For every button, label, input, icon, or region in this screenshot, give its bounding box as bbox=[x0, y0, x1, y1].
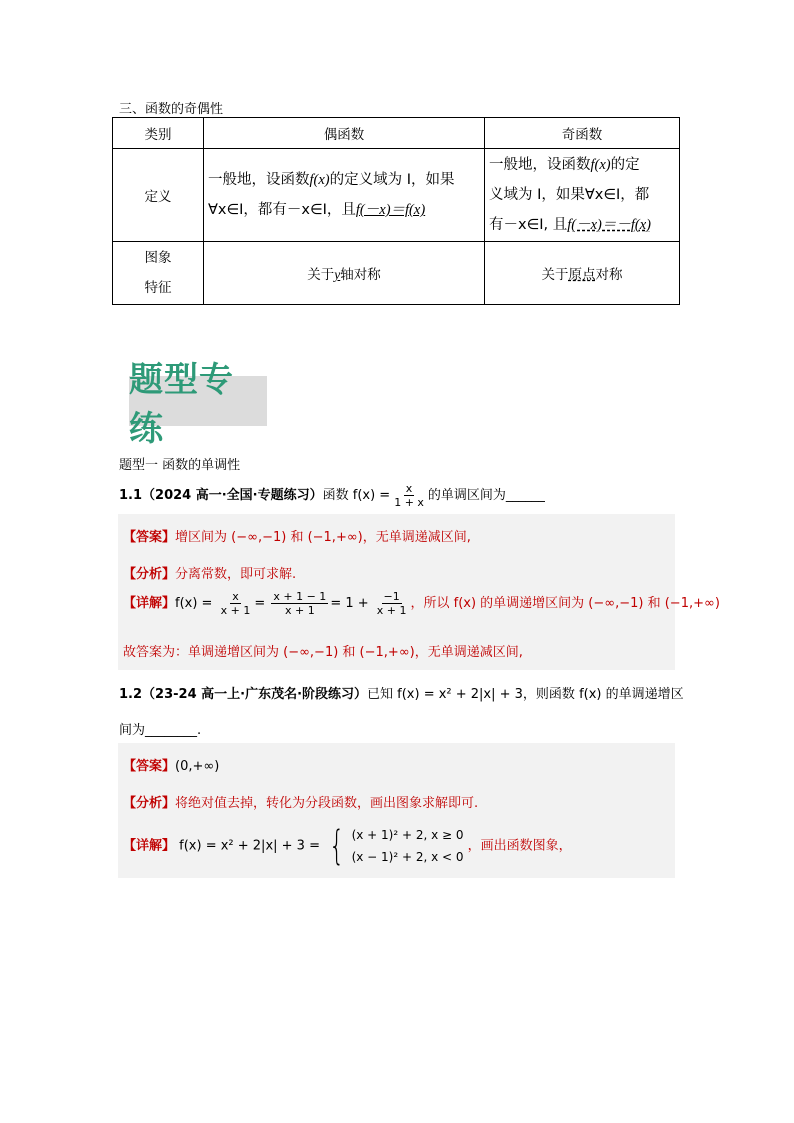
piecewise-function bbox=[324, 824, 463, 868]
detail-line bbox=[123, 590, 720, 617]
even-def-equation: f(－x)＝f(x) bbox=[355, 202, 426, 218]
question-source: （2024 高一·全国·专题练习） bbox=[142, 488, 323, 503]
odd-def-fx: f(x) bbox=[590, 157, 611, 173]
even-img-axis: y bbox=[334, 267, 341, 282]
detail-tag: 【详解】 bbox=[123, 838, 176, 854]
question-1-2 bbox=[119, 683, 684, 702]
piece-row-2: (x − 1)² + 2, x < 0 bbox=[351, 850, 464, 864]
question-1-2-line2: 间为________. bbox=[119, 723, 202, 738]
def-label: 定义 bbox=[113, 149, 204, 242]
odd-def-text-3: 义域为 I，如果∀x∈I，都 bbox=[489, 187, 650, 203]
analysis-tag: 【分析】 bbox=[123, 796, 176, 811]
parity-table bbox=[112, 117, 680, 305]
even-def-fx: f(x) bbox=[309, 172, 330, 188]
odd-img-origin: 原点 bbox=[568, 267, 596, 283]
type-title: 题型一 函数的单调性 bbox=[119, 458, 241, 473]
frac-den: x + 1 bbox=[284, 604, 315, 617]
odd-definition bbox=[485, 149, 680, 242]
even-definition bbox=[204, 149, 485, 242]
header-even: 偶函数 bbox=[204, 118, 485, 149]
section-title: 三、函数的奇偶性 bbox=[119, 102, 224, 117]
fraction bbox=[392, 482, 426, 509]
odd-def-text: 一般地，设函数 bbox=[489, 157, 591, 173]
odd-img-text-2: 对称 bbox=[595, 267, 623, 283]
even-def-text: 一般地，设函数 bbox=[208, 172, 310, 188]
frac-num: x bbox=[232, 590, 239, 603]
question-number: 1.1 bbox=[119, 488, 143, 503]
brace-icon: { bbox=[329, 823, 345, 869]
frac-num: x + 1 − 1 bbox=[273, 590, 327, 603]
header-category: 类别 bbox=[113, 118, 204, 149]
odd-def-equation: f(－x)＝－f(x) bbox=[567, 217, 651, 233]
answer-text: 增区间为 (−∞,−1) 和 (−1,+∞)，无单调递减区间, bbox=[175, 530, 471, 545]
header-odd: 奇函数 bbox=[485, 118, 680, 149]
fraction bbox=[271, 590, 328, 617]
equals: = bbox=[254, 596, 266, 611]
final-line: 故答案为：单调递增区间为 (−∞,−1) 和 (−1,+∞)，无单调递减区间, bbox=[123, 645, 523, 660]
odd-def-text-2: 的定 bbox=[610, 157, 640, 173]
even-def-text-3: ∀x∈I，都有－x∈I，且 bbox=[208, 202, 356, 218]
detail-lhs: f(x) = x² + 2|x| + 3 = bbox=[179, 838, 320, 854]
analysis-tag: 【分析】 bbox=[123, 567, 176, 582]
piece-row-1: (x + 1)² + 2, x ≥ 0 bbox=[351, 828, 464, 842]
equals-one-plus: = 1 + bbox=[330, 596, 369, 611]
frac-den: x + 1 bbox=[220, 604, 251, 617]
image-label bbox=[113, 242, 204, 305]
even-img-text: 关于 bbox=[307, 267, 335, 283]
answer-line bbox=[123, 755, 219, 774]
frac-num: x bbox=[405, 482, 413, 495]
analysis-text: 分离常数，即可求解. bbox=[175, 567, 297, 582]
question-stem: 函数 f(x) = bbox=[322, 488, 391, 503]
question-number: 1.2 bbox=[119, 687, 143, 702]
answer-text: (0,+∞) bbox=[175, 759, 220, 774]
even-image-feature bbox=[204, 242, 485, 305]
detail-line bbox=[123, 824, 572, 868]
question-blank: 的单调区间为______ bbox=[427, 488, 545, 503]
image-label-1: 图象 bbox=[144, 250, 172, 266]
frac-num: −1 bbox=[383, 590, 400, 603]
question-1-1 bbox=[119, 482, 545, 509]
fraction bbox=[219, 590, 253, 617]
question-source: （23-24 高一上·广东茂名·阶段练习） bbox=[142, 687, 368, 702]
image-label-2: 特征 bbox=[144, 280, 172, 296]
frac-den: x + 1 bbox=[376, 604, 407, 617]
practice-banner: 题型专练 bbox=[129, 376, 267, 426]
answer-tag: 【答案】 bbox=[123, 530, 176, 545]
even-def-text-2: 的定义域为 I，如果 bbox=[329, 172, 455, 188]
odd-def-text-4: 有－x∈I, 且 bbox=[489, 217, 568, 233]
fraction bbox=[375, 590, 409, 617]
analysis-text: 将绝对值去掉，转化为分段函数，画出图象求解即可. bbox=[175, 796, 479, 811]
detail-text: ，画出函数图象， bbox=[467, 838, 572, 854]
answer-line bbox=[123, 526, 471, 545]
question-stem: 已知 f(x) = x² + 2|x| + 3，则函数 f(x) 的单调递增区 bbox=[367, 687, 684, 702]
detail-fx: f(x) = bbox=[175, 596, 213, 611]
analysis-line bbox=[123, 792, 478, 811]
detail-tag: 【详解】 bbox=[123, 596, 176, 611]
detail-text: ，所以 f(x) 的单调递增区间为 (−∞,−1) 和 (−1,+∞) bbox=[410, 596, 720, 611]
even-img-text-2: 轴对称 bbox=[340, 267, 381, 283]
analysis-line bbox=[123, 563, 296, 582]
answer-tag: 【答案】 bbox=[123, 759, 176, 774]
frac-den: 1 + x bbox=[394, 496, 424, 509]
odd-img-text: 关于 bbox=[541, 267, 569, 283]
odd-image-feature bbox=[485, 242, 680, 305]
